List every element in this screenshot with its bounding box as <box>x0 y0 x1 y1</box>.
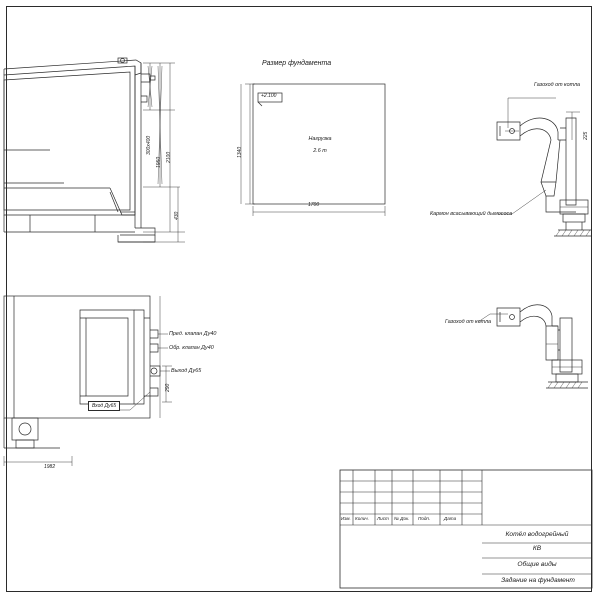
stamp-col-podp: Подп. <box>418 516 431 521</box>
callout-check-valve: Обр. клапан Ду40 <box>169 345 214 351</box>
dim-300x400: 300x400 <box>146 135 152 155</box>
dim-1340: 1340 <box>237 146 243 158</box>
callout-safety-valve: Пред. клапан Ду40 <box>169 331 217 337</box>
callout-flue-bottom: Газоход от котла <box>445 319 492 325</box>
elevation-tag: +2.100 <box>261 93 277 99</box>
callout-outlet: Выход Ду65 <box>171 368 202 374</box>
callout-suction-pocket: Кармон всасывающий дымососа <box>430 211 513 217</box>
stamp-title-line-1: Котёл водогрейный <box>505 531 569 538</box>
dim-1950: 1950 <box>156 156 162 168</box>
stamp-title-line-2: КВ <box>532 545 542 552</box>
dim-290: 290 <box>165 383 171 392</box>
stamp-col-kolich: Колич. <box>355 516 369 521</box>
foundation-title: Размер фундамента <box>262 60 332 67</box>
stamp-col-ndok: № Док. <box>394 516 410 521</box>
foundation-load-label: Нагрузка <box>308 136 332 142</box>
dim-225: 225 <box>583 131 589 140</box>
stamp-title-line-4: Задание на фундамент <box>501 577 575 584</box>
stamp-col-data: Дата <box>444 516 457 521</box>
dim-1982: 1982 <box>44 464 56 470</box>
dim-2100: 2100 <box>166 151 172 163</box>
stamp-title-line-3: Общие виды <box>517 561 557 568</box>
foundation-load-value: 2.6 т <box>313 148 327 154</box>
stamp-col-izm: Изм. <box>341 516 351 521</box>
callout-flue-top: Газоход от котла <box>534 82 581 88</box>
dim-430: 430 <box>174 211 180 220</box>
dim-1700: 1700 <box>308 202 320 208</box>
callout-inlet: Вход Ду65 <box>88 401 120 411</box>
stamp-col-list: Лист <box>377 516 389 521</box>
